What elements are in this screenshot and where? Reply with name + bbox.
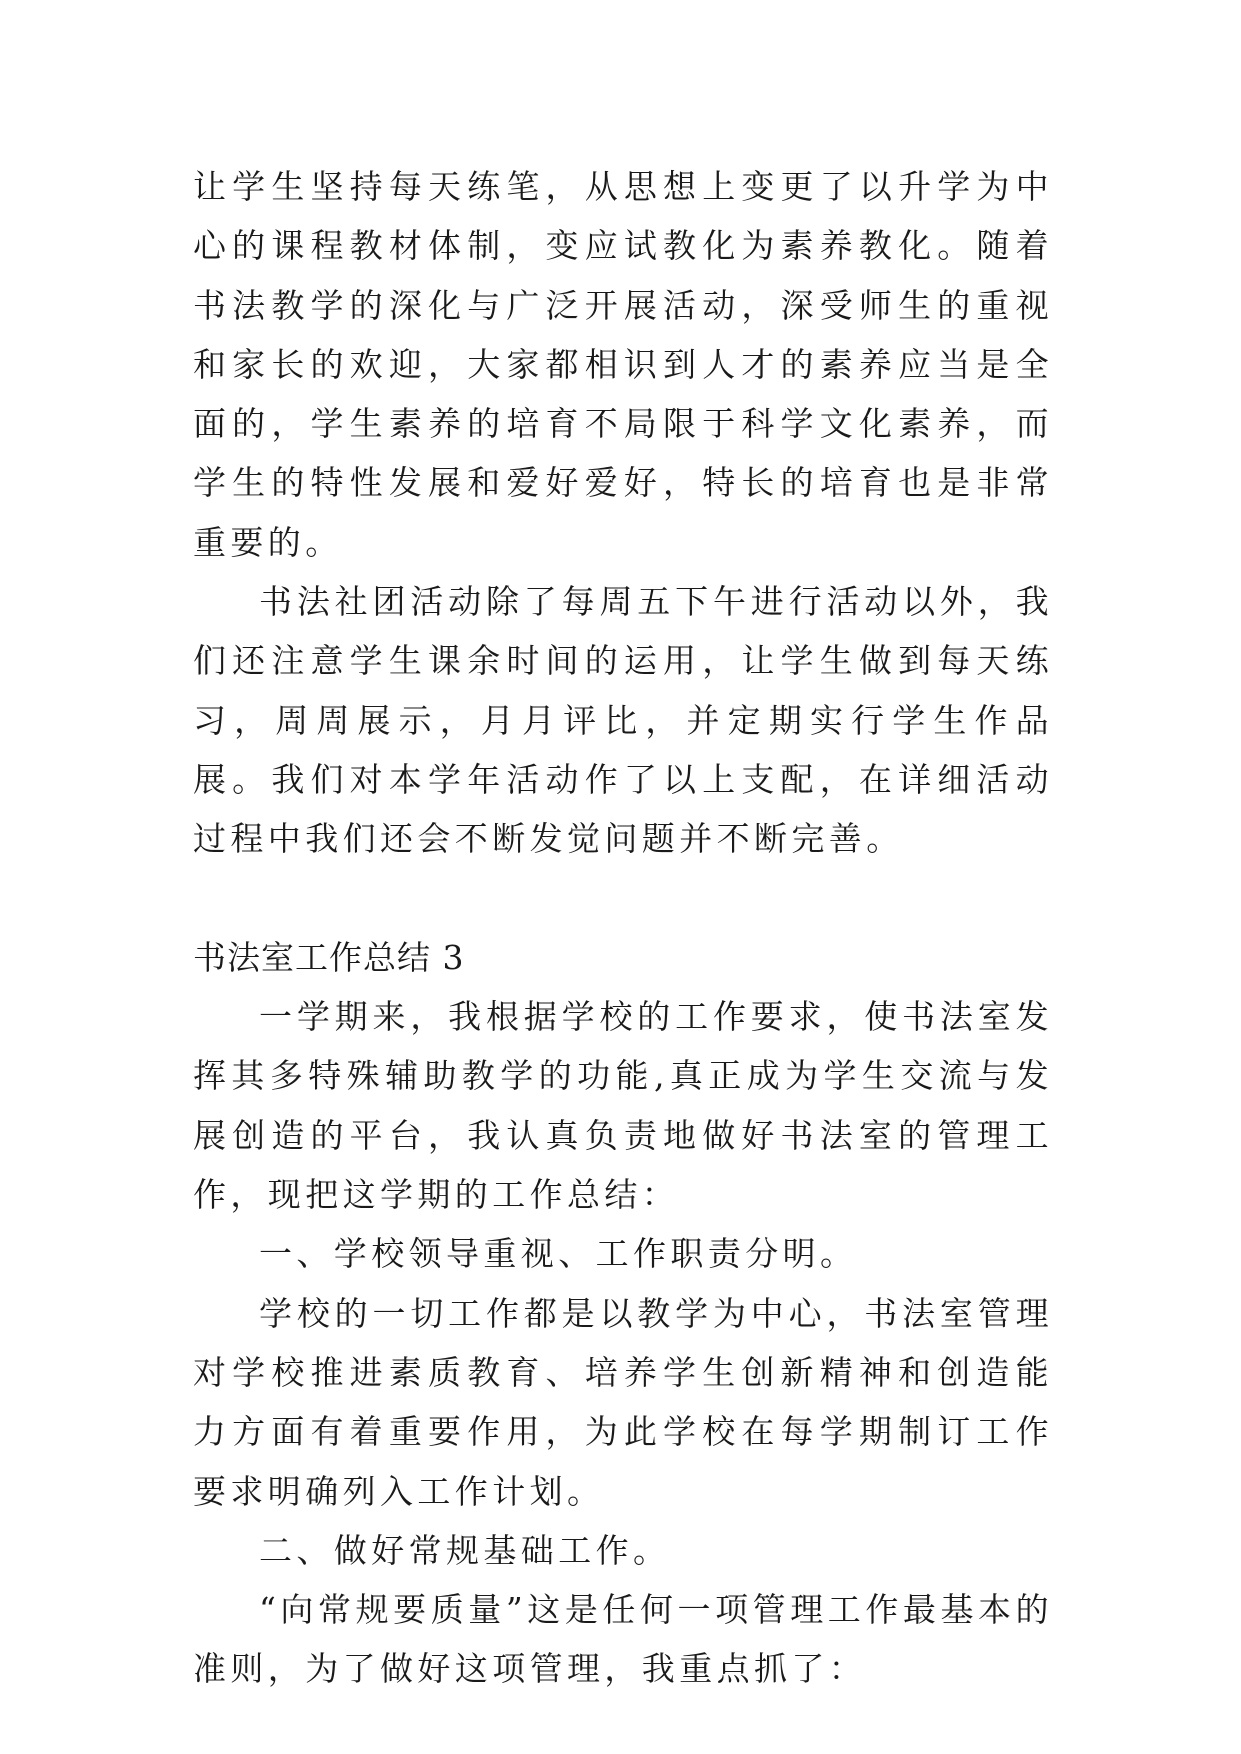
paragraph-intro: 一学期来，我根据学校的工作要求，使书法室发挥其多特殊辅助教学的功能,真正成为学生交流与发展创造的平台，我认真负责地做好书法室的管理工作，现把这学期的工作总结： [193, 997, 1053, 1215]
subheading-one: 一、学校领导重视、工作职责分明。 [259, 1234, 858, 1274]
section-heading: 书法室工作总结 3 [193, 937, 465, 977]
paragraph-continued: 让学生坚持每天练笔，从思想上变更了以升学为中心的课程教材体制，变应试教化为素养教化。随着书法教学的深化与广泛开展活动，深受师生的重视和家长的欢迎，大家都相识到人才的素养应当是全面的，学生素养的培育不局限于科学文化素养，而学生的特性发展和爱好爱好，特长的培育也是非常重要的。 [193, 167, 1053, 562]
section-gap [193, 869, 1053, 928]
paragraph-club-activities: 书法社团活动除了每周五下午进行活动以外，我们还注意学生课余时间的运用，让学生做到每天练习，周周展示，月月评比，并定期实行学生作品展。我们对本学年活动作了以上支配，在详细活动过程中我们还会不断发觉问题并不断完善。 [193, 582, 1053, 859]
paragraph-leadership: 学校的一切工作都是以教学为中心，书法室管理对学校推进素质教育、培养学生创新精神和创造能力方面有着重要作用，为此学校在每学期制订工作要求明确列入工作计划。 [193, 1293, 1053, 1511]
paragraph-quality: “向常规要质量”这是任何一项管理工作最基本的准则，为了做好这项管理，我重点抓了： [193, 1590, 1053, 1689]
subheading-two: 二、做好常规基础工作。 [259, 1530, 671, 1570]
document-body [193, 157, 1053, 1699]
